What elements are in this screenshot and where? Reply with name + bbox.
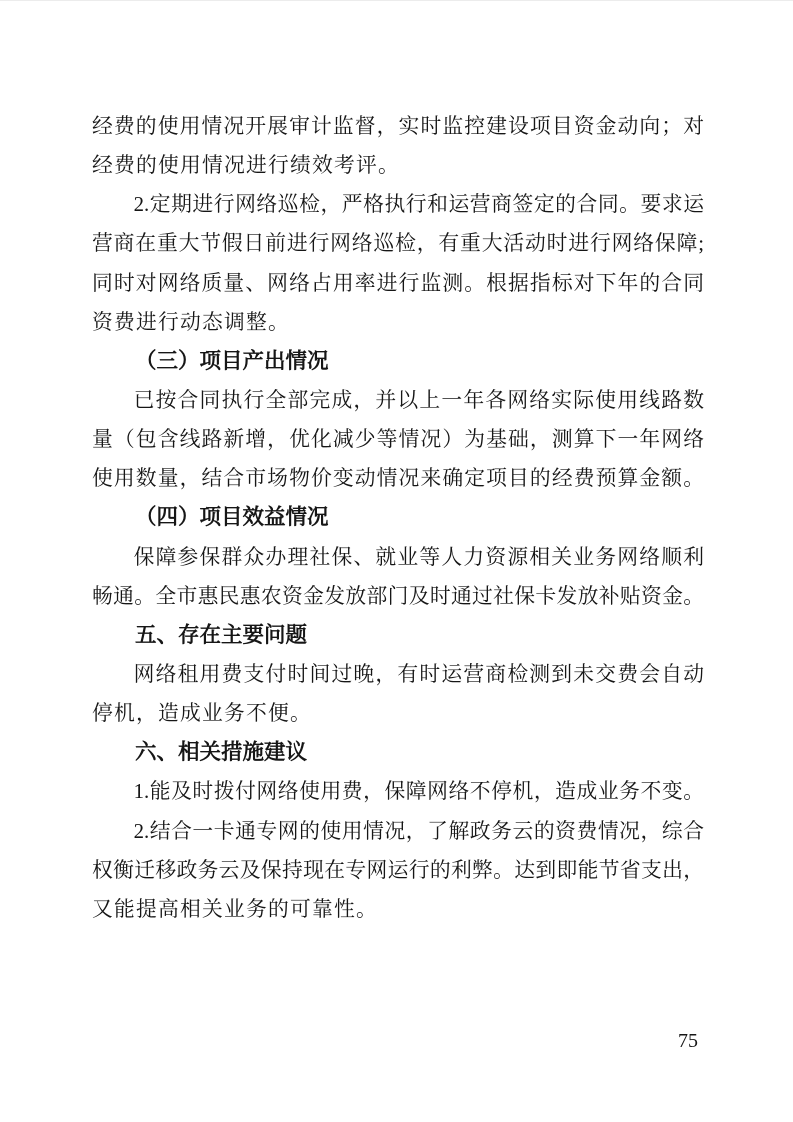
page-number: 75 [678, 1030, 698, 1052]
body-text-line: 经费的使用情况进行绩效考评。 [92, 154, 400, 178]
body-text-line: 2.结合一卡通专网的使用情况，了解政务云的资费情况，综合 [133, 819, 704, 843]
body-text-line: 使用数量，结合市场物价变动情况来确定项目的经费预算金额。 [92, 467, 704, 491]
subsection-heading: （三）项目产出情况 [135, 348, 329, 373]
body-text-line: 2.定期进行网络巡检，严格执行和运营商签定的合同。要求运 [133, 193, 704, 217]
body-text-line: 1.能及时拨付网络使用费，保障网络不停机，造成业务不变。 [133, 780, 704, 804]
body-text-line: 权衡迁移政务云及保持现在专网运行的利弊。达到即能节省支出， [92, 858, 704, 882]
body-text-line: 同时对网络质量、网络占用率进行监测。根据指标对下年的合同 [92, 271, 704, 295]
body-text-line: 又能提高相关业务的可靠性。 [92, 897, 378, 921]
document-page [0, 1, 793, 1122]
body-text-line: 网络租用费支付时间过晚，有时运营商检测到未交费会自动 [133, 662, 704, 686]
body-text-line: 经费的使用情况开展审计监督，实时监控建设项目资金动向；对 [92, 115, 704, 138]
section-heading: 六、相关措施建议 [135, 740, 308, 765]
section-heading: 五、存在主要问题 [135, 622, 308, 647]
body-text-line: 量（包含线路新增，优化减少等情况）为基础，测算下一年网络 [92, 428, 704, 452]
document-body [92, 107, 704, 929]
body-text-line: 畅通。全市惠民惠农资金发放部门及时通过社保卡发放补贴资金。 [92, 584, 704, 608]
body-text-line: 保障参保群众办理社保、就业等人力资源相关业务网络顺利 [133, 545, 704, 569]
subsection-heading: （四）项目效益情况 [135, 505, 329, 530]
body-text-line: 资费进行动态调整。 [92, 310, 290, 334]
body-text-line: 停机，造成业务不便。 [92, 702, 312, 726]
body-text-line: 已按合同执行全部完成，并以上一年各网络实际使用线路数 [133, 388, 704, 412]
body-text-line: 营商在重大节假日前进行网络巡检，有重大活动时进行网络保障; [92, 232, 704, 256]
